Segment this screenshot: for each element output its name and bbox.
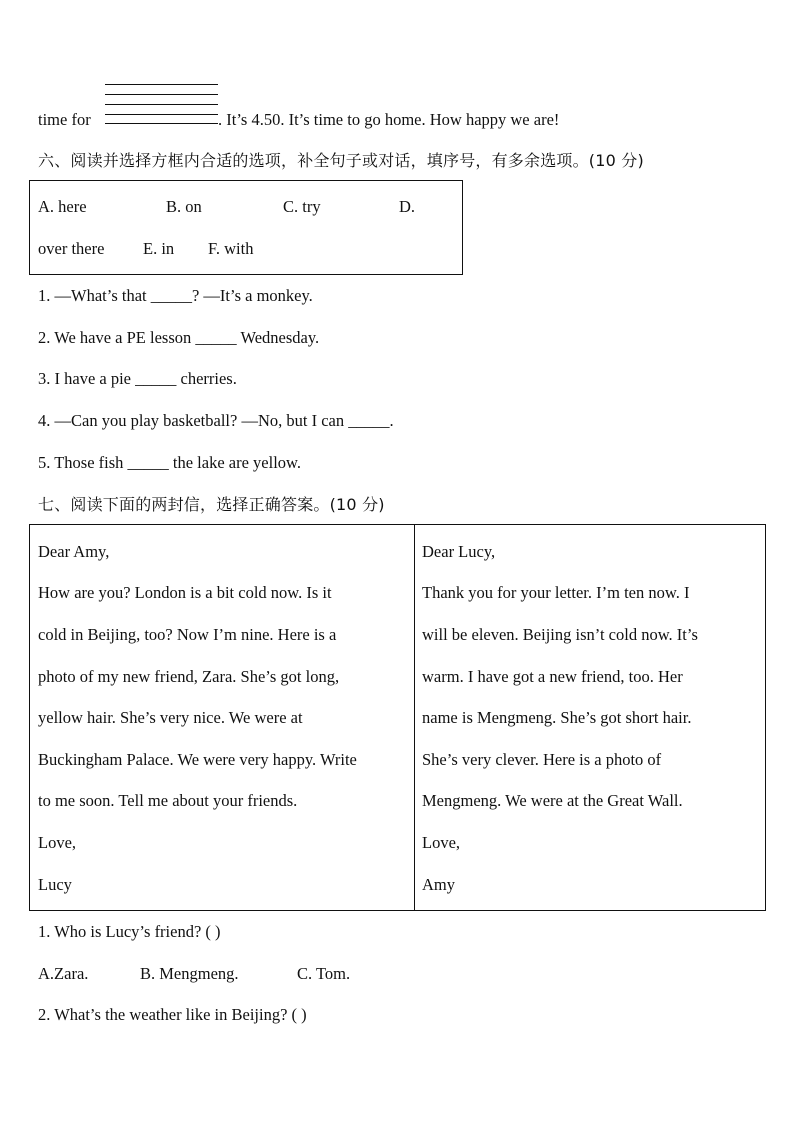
letter-right-line: will be eleven. Beijing isn’t cold now. It’s [422, 625, 698, 644]
blank-lines-stack [105, 84, 218, 124]
letter-left-line: Dear Amy, [38, 542, 110, 561]
question-3: 3. I have a pie _____ cherries. [38, 369, 237, 388]
letter-right-line: Dear Lucy, [422, 542, 496, 561]
option-a: A. here [38, 197, 87, 216]
top-line-prefix: time for [38, 110, 91, 129]
letter-left-line: yellow hair. She’s very nice. We were at [38, 708, 303, 727]
question-1: 1. —What’s that _____? —It’s a monkey. [38, 286, 313, 305]
letter-left-line: to me soon. Tell me about your friends. [38, 791, 298, 810]
letter-left-line: photo of my new friend, Zara. She’s got long, [38, 667, 340, 686]
question-4: 4. —Can you play basketball? —No, but I can _____. [38, 411, 394, 430]
letter-right-line: She’s very clever. Here is a photo of [422, 750, 662, 769]
letter-right-line: Amy [422, 875, 455, 894]
options-box [29, 180, 463, 275]
reading-question-1: 1. Who is Lucy’s friend? ( ) [38, 922, 221, 941]
option-f: F. with [208, 239, 254, 258]
option-d: D. [399, 197, 416, 216]
answer-option-c: C. Tom. [297, 964, 351, 983]
reading-question-2: 2. What’s the weather like in Beijing? ( ) [38, 1005, 307, 1024]
letter-left-line: How are you? London is a bit cold now. Is it [38, 583, 332, 602]
answer-option-a: A.Zara. [38, 964, 89, 983]
option-d-text: over there [38, 239, 105, 258]
top-line-suffix: . It’s 4.50. It’s time to go home. How happy we are! [218, 110, 560, 129]
section7-title: 七、阅读下面的两封信，选择正确答案。(10 分) [38, 495, 385, 514]
letter-right-line: name is Mengmeng. She’s got short hair. [422, 708, 692, 727]
letter-right-line: Mengmeng. We were at the Great Wall. [422, 791, 683, 810]
option-b: B. on [166, 197, 202, 216]
option-e: E. in [143, 239, 175, 258]
option-c: C. try [283, 197, 321, 216]
letter-left-line: cold in Beijing, too? Now I’m nine. Here is a [38, 625, 337, 644]
letter-right-line: Love, [422, 833, 461, 852]
section6-title: 六、阅读并选择方框内合适的选项，补全句子或对话，填序号，有多余选项。(10 分) [38, 151, 644, 170]
letter-left-line: Love, [38, 833, 77, 852]
answer-option-b: B. Mengmeng. [140, 964, 239, 983]
letters-divider [414, 525, 415, 910]
letter-right-line: warm. I have got a new friend, too. Her [422, 667, 683, 686]
letter-right-line: Thank you for your letter. I’m ten now. I [422, 583, 690, 602]
question-2: 2. We have a PE lesson _____ Wednesday. [38, 328, 320, 347]
question-5: 5. Those fish _____ the lake are yellow. [38, 453, 302, 472]
letter-left-line: Lucy [38, 875, 72, 894]
letter-left-line: Buckingham Palace. We were very happy. Write [38, 750, 357, 769]
